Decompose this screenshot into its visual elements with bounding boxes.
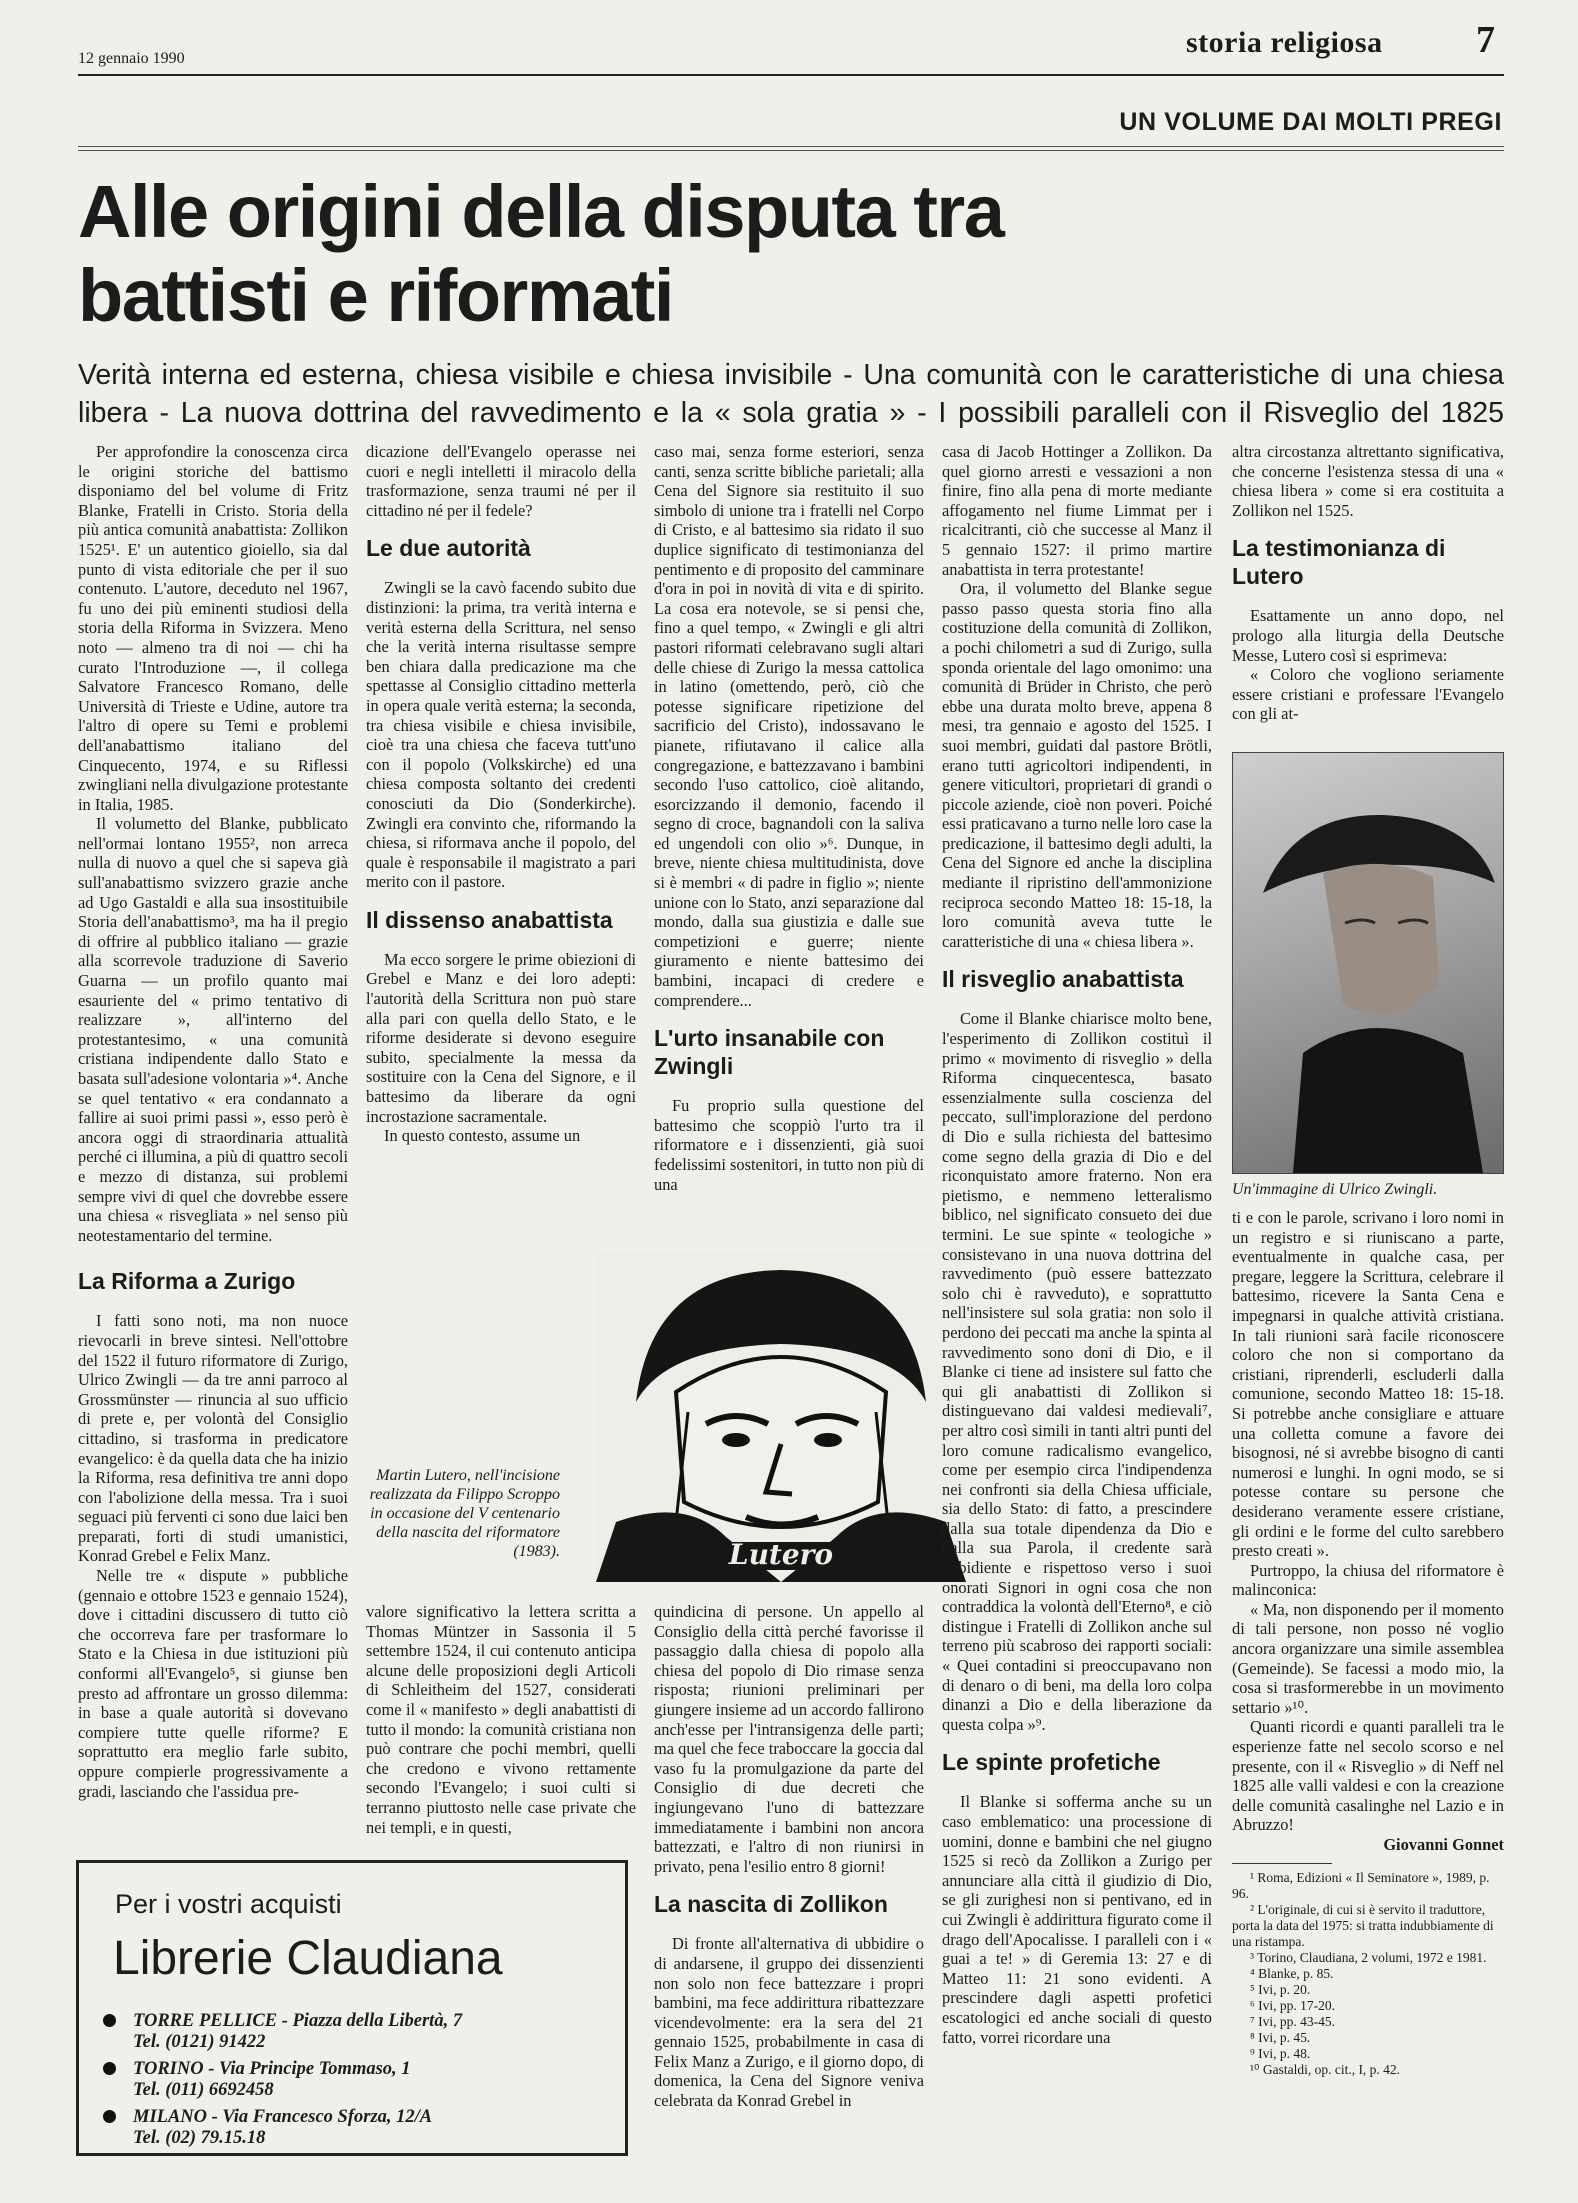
footnote: ¹⁰ Gastaldi, op. cit., I, p. 42.	[1250, 2061, 1401, 2077]
ad-store-entry	[133, 2011, 603, 2053]
store-phone: Tel. (0121) 91422	[133, 2032, 266, 2052]
column-3-bottom	[654, 1602, 924, 2111]
footnote-divider	[1232, 1863, 1332, 1864]
paragraph: Il Blanke si sofferma anche su un caso emblematico: una processione di uomini, donne e bambini che nel giugno 1525 si recò da Zollikon a Zurigo per annunciare alla città il giudizio di Dio, se gli zurighesi non si pentivano, ed in cui Zwingli è addirittura figurato come il drago dell'Apocalisse. I paralleli con i « guai a te! » di Geremia 13: 27 e di Matteo 11: 21 sono evidenti. A prescindere dagli aspetti profetici escatologici ed anche sociali di questo fatto, vorrei ricordare una	[942, 1792, 1212, 2047]
store-phone: Tel. (02) 79.15.18	[133, 2128, 266, 2148]
paragraph: « Ma, non disponendo per il momento di tali persone, non posso né voglio ancora organizzare una simile assemblea (Gemeinde). Se facessi a modo mio, la cosa si trasformerebbe in un movimento settario »¹⁰.	[1232, 1599, 1504, 1717]
section-heading: L'urto insanabile con Zwingli	[654, 1025, 885, 1080]
paragraph: altra circostanza altrettanto significativa, che concerne l'esistenza stessa di una « chiesa libera » come si era costituita a Zollikon nel 1525.	[1232, 442, 1504, 520]
paragraph: In questo contesto, assume un	[384, 1126, 581, 1146]
column-1	[78, 442, 348, 1801]
section-heading: La nascita di Zollikon	[654, 1891, 888, 1918]
author-signature: Giovanni Gonnet	[1383, 1835, 1504, 1854]
paragraph: casa di Jacob Hottinger a Zollikon. Da quel giorno arresti e vessazioni a non finire, fino alla pena di morte mediante affogamento nel fiume Limmat per i ricalcitranti, ciò che successe al Manz il 5 gennaio 1527: il primo martire anabattista in terra protestante!	[942, 442, 1212, 579]
zwingli-caption: Un'immagine di Ulrico Zwingli.	[1232, 1181, 1438, 1198]
section-name: storia religiosa	[1186, 26, 1383, 59]
paragraph: Esattamente un anno dopo, nel prologo alla liturgia della Deutsche Messe, Lutero così si esprimeva:	[1232, 606, 1504, 665]
footnote: ⁵ Ivi, p. 20.	[1250, 1981, 1311, 1997]
kicker-rule	[78, 146, 1504, 147]
store-address: TORINO - Via Principe Tommaso, 1	[133, 2059, 411, 2079]
page-number: 7	[1476, 19, 1495, 61]
luther-caption: Martin Lutero, nell'incisione realizzata da Filippo Scroppo in occasione del V centenario della nascita del riformatore (1983).	[369, 1467, 560, 1560]
article-subtitle: Verità interna ed esterna, chiesa visibile e chiesa invisibile - Una comunità con le caratteristiche di una chiesa libera - La nuova dottrina del ravvedimento e la « sola gratia » - I possibili paralleli con il Risveglio del 1825	[78, 359, 1504, 429]
issue-date: 12 gennaio 1990	[78, 50, 185, 67]
kicker: UN VOLUME DAI MOLTI PREGI	[1119, 108, 1502, 136]
column-5-bottom	[1232, 1208, 1504, 2078]
bullet-icon	[103, 2014, 116, 2027]
section-heading: Le spinte profetiche	[942, 1749, 1161, 1776]
footnote: ⁶ Ivi, pp. 17-20.	[1250, 1997, 1335, 2013]
footnote: ³ Torino, Claudiana, 2 volumi, 1972 e 1981.	[1250, 1949, 1487, 1965]
footnote: ⁷ Ivi, pp. 43-45.	[1250, 2013, 1335, 2029]
paragraph: caso mai, senza forme esteriori, senza canti, senza scritte bibliche parietali; alla Cena del Signore sia restituito il suo simbolo di unione tra i fratelli nel Corpo di Cristo, e al battesimo sia ridato il suo duplice significato di testimonianza del pentimento e di proposito del camminare d'ora in poi in novità di vita e di spirito. La cosa era notevole, se si pensi che, fino a quel tempo, « Zwingli e gli altri pastori riformati celebravano sugli altari delle chiese di Zurigo la messa cattolica in latino (omettendo, però, ciò che potesse significare ripetizione del sacrificio del Cristo), indossavano le pianete, rifiutavano il calice alla congregazione, e battezzavano i bambini secondo l'uso cattolico, cioè alitando, esorcizzando il demonio, facendo il segno di croce, bagnandoli con la saliva ed ungendoli con olio »⁶. Dunque, in breve, niente chiesa multitudinista, dove si è membri « di padre in figlio »; niente unione con lo Stato, anzi separazione dal mondo, dalla sua giustizia e dalle sue competizioni e guerre; niente giuramento e niente battesimo dei bambini, incapaci di credere e comprendere...	[654, 442, 924, 1010]
column-2-bottom	[366, 1602, 636, 1837]
kicker-rule-2	[78, 150, 1504, 151]
bookstore-advertisement	[76, 1860, 628, 2156]
bullet-icon	[103, 2110, 116, 2123]
paragraph: Fu proprio sulla questione del battesimo che scoppiò l'urto tra il riformatore e i dissenzienti, già suoi fedelissimi sostenitori, in tutto non più di una	[654, 1096, 924, 1194]
footnote: ⁴ Blanke, p. 85.	[1250, 1965, 1334, 1981]
section-heading: La testimonianza di Lutero	[1232, 535, 1446, 590]
article-title: Alle origini della disputa tra battisti e riformati	[78, 170, 1004, 337]
column-2	[366, 442, 636, 1146]
store-address: TORRE PELLICE - Piazza della Libertà, 7	[133, 2011, 463, 2031]
luther-woodcut-image	[596, 1252, 966, 1582]
paragraph: Ma ecco sorgere le prime obiezioni di Grebel e Manz e dei loro adepti: l'autorità della Scrittura non può stare alla pari con quella dello Stato, e le riforme desiderate si devono eseguire subito, specialmente la messa da sostituire con la Cena del Signore, e il battesimo da liberare da ogni incrostazione sacramentale.	[366, 949, 636, 1126]
store-address: MILANO - Via Francesco Sforza, 12/A	[133, 2107, 433, 2127]
paragraph: valore significativo la lettera scritta a Thomas Müntzer in Sassonia il 5 settembre 1524, il cui contenuto anticipa alcune delle proposizioni degli Articoli di Schleitheim del 1527, considerati come il « manifesto » degli anabattisti di tutto il mondo: la comunità cristiana non può contrare che pochi membri, quelli che credono e vivono rettamente secondo l'Evangelo; i suoi culti si terranno piuttosto nelle case private che nei templi, e in questi,	[366, 1602, 636, 1837]
luther-banner-label: Lutero	[728, 1538, 834, 1571]
column-5	[1232, 442, 1504, 724]
footnotes	[1232, 1870, 1504, 2078]
paragraph: Come il Blanke chiarisce molto bene, l'esperimento di Zollikon costituì il primo « movimento di risveglio » della Riforma cinquecentesca, basato essenzialmente sulla coscienza del peccato, sull'implorazione del perdono di Dio e sulla richiesta del battesimo come segno della grazia di Dio e del riconquistato amore fraterno. Non era pietismo, e nemmeno letteralismo biblico, nel significato consueto dei due termini. Le sue spinte « teologiche » consistevano in una nuova dottrina del ravvedimento (può essere battezzato solo chi è ravveduto), e soprattutto nell'insistere sul sola gratia: non solo il perdono dei peccati ma anche la spinta al ravvedimento sono doni di Dio, e il Blanke ci tiene ad insistere sul fatto che qui gli anabattisti di Zollikon si distinguevano dai valdesi medievali⁷, per altro così simili in tanti altri punti del loro comune radicalismo evangelico, come per esempio circa l'indipendenza nei confronti sia della Chiesa ufficiale, sia dello Stato: di fatto, a prescindere dalla sua totale dipendenza da Dio e dalla sua Parola, il credente sarà ubbidiente e rispettoso verso i suoi onorati Signori in ogni cosa che non contraddica la volontà dell'Eterno⁸, e ciò distingue i Fratelli di Zollikon anche sul terreno più scabroso dei rapporti sociali: « Quei contadini si preoccupavano non di denaro o di beni, ma della loro colpa dinanzi a Dio e della liberazione da questa colpa »⁹.	[942, 1009, 1212, 1734]
column-3	[654, 442, 924, 1194]
ad-store-name: Librerie Claudiana	[113, 1932, 503, 1985]
section-heading: La Riforma a Zurigo	[78, 1268, 296, 1295]
paragraph: Purtroppo, la chiusa del riformatore è malinconica:	[1232, 1560, 1504, 1600]
paragraph: Quanti ricordi e quanti paralleli tra le esperienze fatte nel secolo scorso e nel presente, con il « Risveglio » di Neff nel 1825 alle valli valdesi e con la creazione delle comunità casalinghe nel Lazio e in Abruzzo!	[1232, 1717, 1504, 1835]
section-heading: Il dissenso anabattista	[366, 906, 613, 933]
paragraph: Per approfondire la conoscenza circa le origini storiche del battismo disponiamo del bel volume di Fritz Blanke, Fratelli in Cristo. Storia della più antica comunità anabattista: Zollikon 1525¹. E' un autentico gioiello, sia dal punto di vista editoriale che per il suo contenuto. L'autore, deceduto nel 1967, fu uno dei più eminenti studiosi della storia della Riforma in Svizzera. Meno noto — almeno tra di noi — chi ha curato l'Introduzione —, il collega Salvatore Francesco Romano, delle Università di Trieste e Udine, autore tra l'altro di opere su Temi e problemi dell'anabattismo italiano del Cinquecento, 1974, e su Riflessi zwingliani nella divulgazione protestante in Italia, 1985.	[78, 442, 348, 814]
paragraph: I fatti sono noti, ma non nuoce rievocarli in breve sintesi. Nell'ottobre del 1522 il futuro riformatore di Zurigo, Ulrico Zwingli — da tre anni parroco al Grossmünster — rinuncia al suo ufficio di prete e, per volontà del Consiglio cittadino, si trasforma in predicatore evangelico: è da quella data che ha inizio la Riforma, resa definitiva tre anni dopo con l'abolizione della messa. Tra i suoi seguaci più ferventi ci sono due laici ben preparati, forti di studi umanistici, Konrad Grebel e Felix Manz.	[78, 1311, 348, 1566]
footnote: ⁹ Ivi, p. 48.	[1250, 2045, 1311, 2061]
paragraph: Il volumetto del Blanke, pubblicato nell'ormai lontano 1955², non arreca nulla di nuovo a quel che si sapeva già sull'anabattismo svizzero grazie anche ad Ugo Gastaldi e alla sua insostituibile Storia dell'anabattismo³, ma ha il pregio di offrire al pubblico italiano — grazie alla scorrevole traduzione di Saverio Guarna — un profilo quanto mai esauriente del « primo tentativo di realizzare », all'interno del protestantesimo, « una comunità cristiana indipendente dallo Stato e basata sull'adesione volontaria »⁴. Anche se quel tentativo « era condannato a fallire ai suoi primi passi », esso però è ancora oggi di straordinaria attualità perché ci illumina, a più di quattro secoli e mezzo di distanza, sui problemi sempre vivi di quel che dovrebbe essere una chiesa « risvegliata » nel senso più neotestamentario del termine.	[78, 814, 348, 1245]
ad-store-entry	[133, 2059, 603, 2101]
paragraph: quindicina di persone. Un appello al Consiglio della città perché favorisse il passaggio dalla chiesa di popolo alla chiesa del popolo di Dio rimase senza risposta; riunioni preliminari per giungere insieme ad un accordo fallirono anch'esse per l'intransigenza delle parti; ma quel che fece traboccare la goccia dal vaso fu la promulgazione da parte del Consiglio di due decreti che ingiungevano l'uno di battezzare immediatamente i bambini non ancora battezzati, e l'altro di non riunirsi in privato, pena l'esilio entro 8 giorni!	[654, 1602, 924, 1876]
store-phone: Tel. (011) 6692458	[133, 2080, 274, 2100]
paragraph: ti e con le parole, scrivano i loro nomi in un registro e si riuniscano a parte, eventualmente in qualche casa, per pregare, leggere la Scrittura, celebrare il battesimo, ricevere la Santa Cena e impegnarsi in qualche attività cristiana. In tali riunioni sarà facile riconoscere coloro che non si comportano da cristiani, riprenderli, escluderli dalla comunione, secondo Matteo 18: 15-18. Si potrebbe anche consigliare e attuare una colletta comune a favore dei bisognosi, né si avrebbe bisogno di canti numerosi e lunghi. In ogni modo, se si potesse contare su persone che desiderano veramente essere cristiane, gli ordini e le forme del culto sarebbero presto creati ».	[1232, 1208, 1504, 1561]
paragraph: Nelle tre « dispute » pubbliche (gennaio e ottobre 1523 e gennaio 1524), dove i cittadini discussero di tutto ciò che occorreva fare per trasformare lo Stato e la Chiesa in due istituzioni più conformi all'Evangelo⁵, si giunse ben presto ad affrontare un grosso dilemma: in base a quale autorità si dovevano compiere tutte quelle riforme? E soprattutto era meglio farle subito, oppure compierle progressivamente a gradi, lasciando che l'assidua pre-	[78, 1566, 348, 1801]
paragraph: dicazione dell'Evangelo operasse nei cuori e negli intelletti il miracolo della trasformazione, senza traumi né per il cittadino né per il fedele?	[366, 442, 636, 520]
paragraph: Di fronte all'alternativa di ubbidire o di andarsene, il gruppo dei dissenzienti non solo non fece battezzare i propri bambini, ma fece addirittura ribattezzare vicendevolmente: era la sera del 21 gennaio 1525, probabilmente in casa di Felix Manz a Zurigo, e il giorno dopo, di domenica, la Cena del Signore veniva celebrata da Konrad Grebel in	[654, 1934, 924, 2111]
section-heading: Il risveglio anabattista	[942, 966, 1184, 993]
paragraph: Zwingli se la cavò facendo subito due distinzioni: la prima, tra verità interna e verità esterna della Scrittura, nel senso che la verità interna risultasse sempre ben chiara dalla predicazione ma che spettasse al Consiglio cittadino metterla in opera quale verità esterna; la seconda, tra chiesa visibile e chiesa invisibile, cioè tra una chiesa che faceva tutt'uno con il popolo (Volkskirche) ed una chiesa composta soltanto dei credenti conosciuti da Dio (Sonderkirche). Zwingli era convinto che, riformando la chiesa, si riformava anche il popolo, del quale è responsabile il magistrato a pari merito con il pastore.	[366, 578, 636, 892]
zwingli-portrait-image	[1232, 752, 1504, 1174]
section-heading: Le due autorità	[366, 535, 531, 562]
ad-intro: Per i vostri acquisti	[115, 1889, 342, 1919]
footnote: ² L'originale, di cui si è servito il traduttore, porta la data del 1975: si tratta indubbiamente di una ristampa.	[1232, 1901, 1494, 1949]
bullet-icon	[103, 2062, 116, 2075]
header-rule	[78, 74, 1504, 76]
footnote: ¹ Roma, Edizioni « Il Seminatore », 1989, p. 96.	[1232, 1869, 1490, 1901]
ad-store-entry	[133, 2107, 603, 2149]
paragraph: « Coloro che vogliono seriamente essere cristiani e professare l'Evangelo con gli at-	[1232, 665, 1504, 724]
paragraph: Ora, il volumetto del Blanke segue passo passo questa storia fino alla costituzione della comunità di Zollikon, a pochi chilometri a sud di Zurigo, sulla sponda orientale del lago omonimo: una comunità di Brüder in Christo, che però ebbe una durata molto breve, appena 8 mesi, tra gennaio e agosto del 1525. I suoi membri, guidati dal pastore Brötli, erano tutti agricoltori indipendenti, in genere viticultori, proprietari di grandi o piccole aziende, cioè non poveri. Poiché essi praticavano a turno nelle loro case la predicazione, il battesimo degli adulti, la Cena del Signore ed anche la disciplina mediante il ripristino dell'ammonizione reciproca secondo Matteo 18: 15-18, la loro comunità aveva tutte le caratteristiche di una « chiesa libera ».	[942, 579, 1212, 951]
column-4	[942, 442, 1212, 2047]
footnote: ⁸ Ivi, p. 45.	[1250, 2029, 1311, 2045]
